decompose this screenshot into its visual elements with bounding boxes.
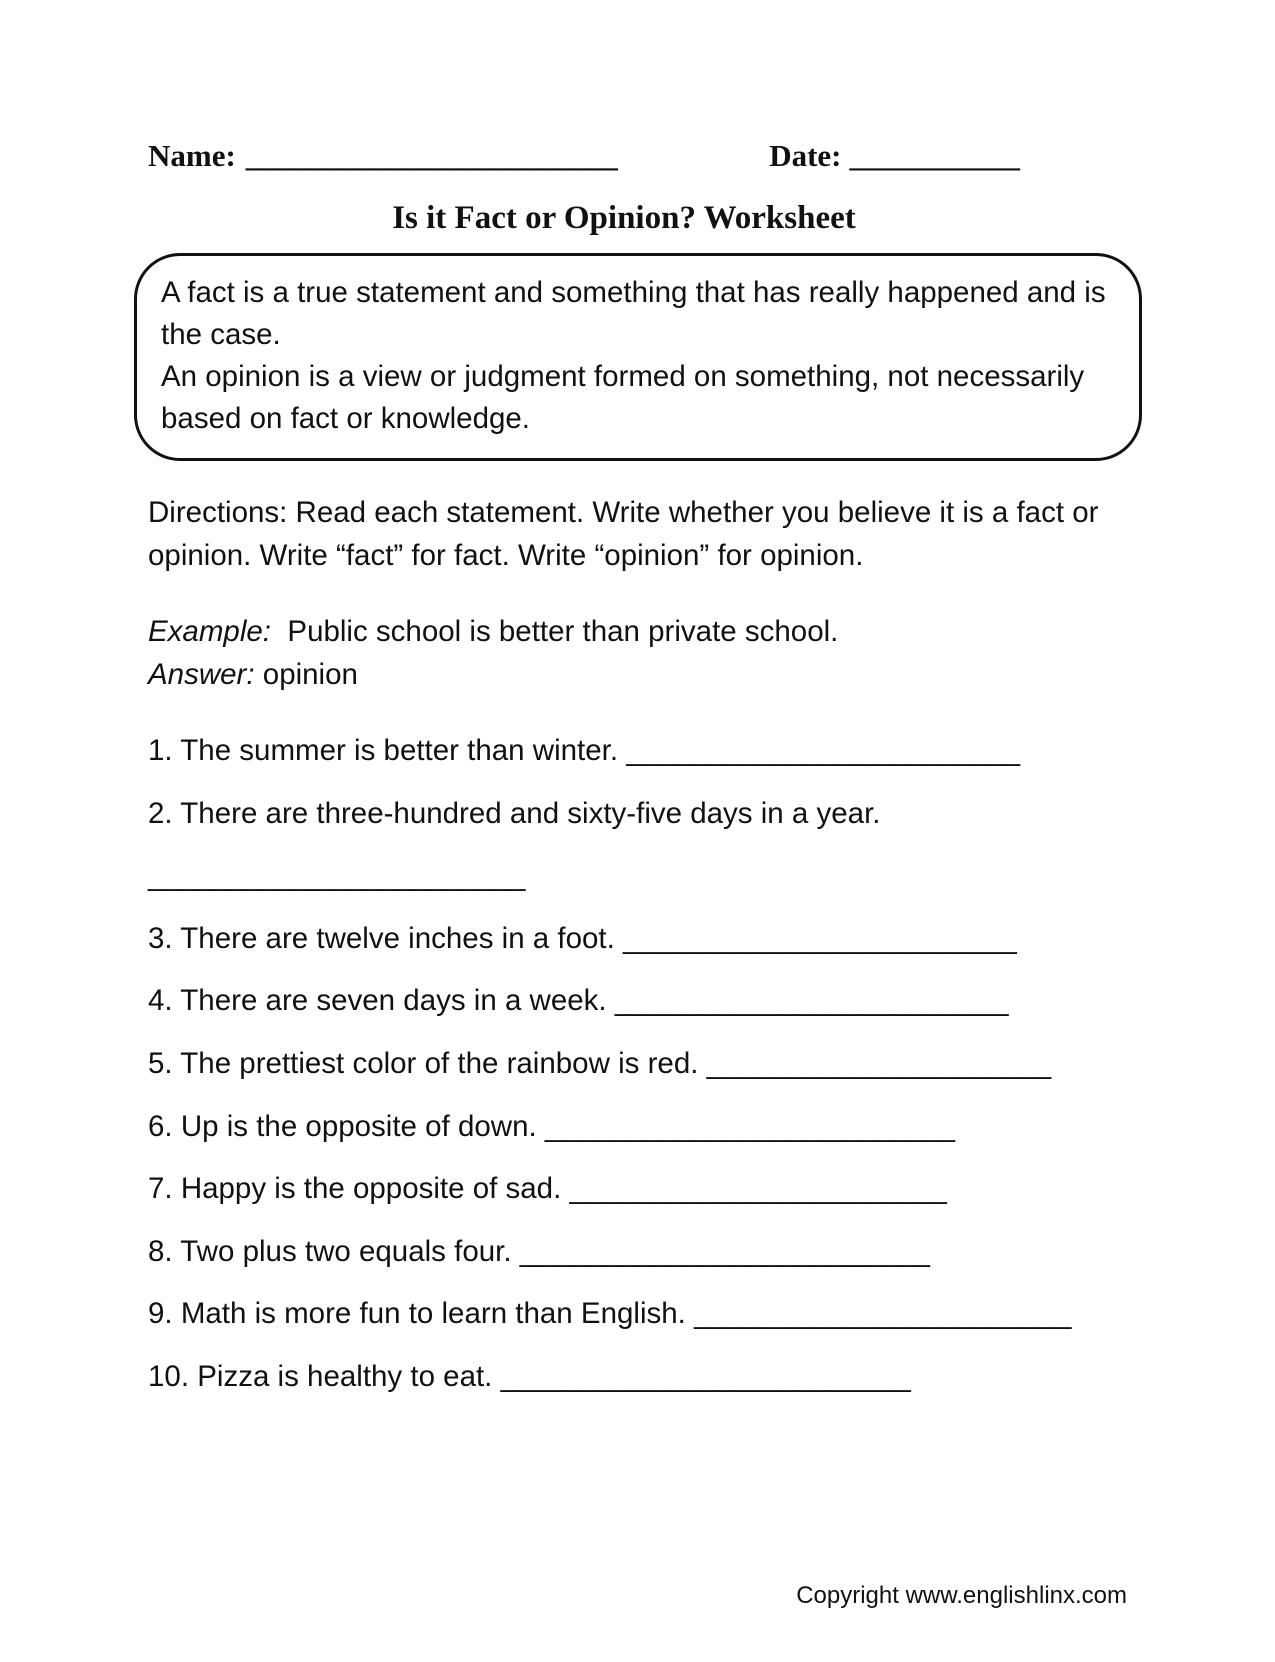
answer-blank: ________________________ xyxy=(614,984,1009,1018)
question-number: 4. xyxy=(148,984,173,1018)
question-number: 7. xyxy=(148,1172,173,1206)
definition-box xyxy=(134,253,1142,461)
question-number: 6. xyxy=(148,1109,173,1143)
name-group xyxy=(148,138,618,174)
name-blank: ________________________ xyxy=(245,138,618,173)
question-item xyxy=(148,796,1130,833)
example-text: Public school is better than private school. xyxy=(287,614,839,648)
example-block xyxy=(148,610,1130,697)
answer-blank: _______________________ xyxy=(148,859,526,893)
question-item xyxy=(148,983,1130,1020)
header-row xyxy=(148,138,1130,174)
question-blank-line xyxy=(148,858,1130,895)
question-text: Pizza is healthy to eat. xyxy=(197,1359,493,1393)
example-label: Example: xyxy=(148,614,271,648)
answer-blank: _______________________ xyxy=(694,1297,1072,1331)
question-text: Happy is the opposite of sad. xyxy=(180,1172,562,1206)
question-text: There are seven days in a week. xyxy=(180,984,607,1018)
answer-blank: _____________________ xyxy=(706,1047,1052,1081)
question-text: The summer is better than winter. xyxy=(180,734,619,768)
question-item xyxy=(148,1046,1130,1083)
answer-blank: _________________________ xyxy=(544,1109,956,1143)
question-text: Up is the opposite of down. xyxy=(180,1109,537,1143)
question-number: 10. xyxy=(148,1359,190,1393)
question-item xyxy=(148,1109,1130,1146)
answer-blank: _________________________ xyxy=(519,1234,930,1268)
fact-definition: A fact is a true statement and something that has really happened and is the case. xyxy=(161,276,1106,351)
answer-blank: ________________________ xyxy=(623,921,1017,955)
opinion-definition: An opinion is a view or judgment formed on something, not necessarily based on fact or knowledge. xyxy=(161,359,1085,435)
question-item xyxy=(148,1234,1130,1271)
date-blank: ___________ xyxy=(849,138,1020,173)
question-text: Math is more fun to learn than English. xyxy=(180,1297,686,1331)
question-text: Two plus two equals four. xyxy=(180,1234,512,1268)
question-item xyxy=(148,1296,1130,1333)
question-text: There are twelve inches in a foot. xyxy=(180,921,615,955)
question-number: 1. xyxy=(148,734,173,768)
question-number: 2. xyxy=(148,796,173,830)
answer-text: opinion xyxy=(262,658,358,692)
date-group xyxy=(769,138,1020,174)
date-label: Date: xyxy=(769,138,842,173)
question-item xyxy=(148,921,1130,958)
question-item xyxy=(148,1171,1130,1208)
questions-list xyxy=(148,733,1130,1395)
question-item xyxy=(148,733,1130,770)
answer-blank: _________________________ xyxy=(500,1359,911,1393)
example-line xyxy=(148,610,1130,654)
question-number: 3. xyxy=(148,921,173,955)
question-item xyxy=(148,1359,1130,1396)
answer-blank: ________________________ xyxy=(626,734,1021,768)
answer-label: Answer: xyxy=(148,658,255,692)
answer-blank: _______________________ xyxy=(569,1172,947,1206)
question-number: 9. xyxy=(148,1297,173,1331)
directions-text: Directions: Read each statement. Write whether you believe it is a fact or opinion. Write “fact” for fact. Write “opinion” for opinion. xyxy=(148,495,1099,573)
question-text: The prettiest color of the rainbow is red. xyxy=(180,1047,699,1081)
question-number: 8. xyxy=(148,1234,173,1268)
question-number: 5. xyxy=(148,1047,173,1081)
answer-line xyxy=(148,653,1130,697)
copyright-text: Copyright www.englishlinx.com xyxy=(796,1582,1127,1609)
question-text: There are three-hundred and sixty-five days in a year. xyxy=(180,796,881,830)
name-label: Name: xyxy=(148,138,236,173)
worksheet-title: Is it Fact or Opinion? Worksheet xyxy=(392,200,856,236)
